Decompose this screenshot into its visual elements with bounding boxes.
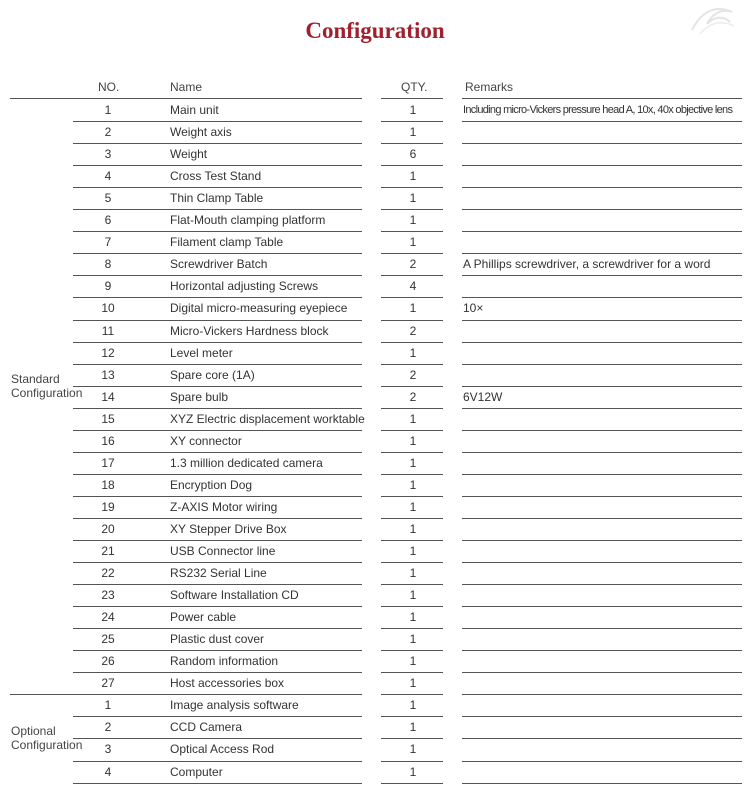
row-name: Micro-Vickers Hardness block — [170, 324, 329, 338]
row-divider — [73, 584, 362, 585]
decorative-swirl-icon — [682, 0, 742, 38]
row-number: 17 — [101, 456, 115, 470]
row-name: Digital micro-measuring eyepiece — [170, 301, 348, 315]
row-divider — [73, 672, 362, 673]
row-name: Level meter — [170, 346, 233, 360]
row-divider — [462, 584, 742, 585]
header-divider — [381, 98, 443, 99]
row-divider — [462, 761, 742, 762]
row-divider — [73, 628, 362, 629]
row-qty: 1 — [409, 654, 417, 668]
row-divider — [462, 320, 742, 321]
row-divider — [73, 474, 362, 475]
row-divider — [73, 386, 362, 387]
row-name: Plastic dust cover — [170, 632, 265, 646]
row-qty: 1 — [409, 434, 417, 448]
row-qty: 1 — [409, 125, 417, 139]
group-divider — [10, 694, 362, 695]
row-number: 20 — [101, 522, 115, 536]
row-divider — [73, 187, 362, 188]
row-name: USB Connector line — [170, 544, 276, 558]
row-divider — [381, 231, 443, 232]
row-divider — [73, 650, 362, 651]
row-number: 19 — [101, 500, 115, 514]
row-divider — [73, 408, 362, 409]
row-divider — [462, 275, 742, 276]
row-number: 3 — [104, 147, 112, 161]
row-divider — [73, 209, 362, 210]
row-divider — [462, 231, 742, 232]
row-qty: 1 — [409, 632, 417, 646]
row-qty: 1 — [409, 720, 417, 734]
row-qty: 1 — [409, 588, 417, 602]
row-qty: 1 — [409, 742, 417, 756]
row-divider — [462, 738, 742, 739]
row-divider — [381, 761, 443, 762]
row-number: 5 — [104, 191, 112, 205]
row-number: 1 — [104, 103, 112, 117]
row-remarks: Including micro-Vickers pressure head A, 10x, 40x objective lens — [463, 104, 733, 116]
row-number: 4 — [104, 169, 112, 183]
row-name: Weight — [170, 147, 208, 161]
row-divider — [462, 209, 742, 210]
row-qty: 4 — [409, 279, 417, 293]
row-name: Filament clamp Table — [170, 235, 284, 249]
row-divider — [381, 518, 443, 519]
row-divider — [381, 121, 443, 122]
row-name: 1.3 million dedicated camera — [170, 456, 323, 470]
row-qty: 1 — [409, 412, 417, 426]
row-name: Thin Clamp Table — [170, 191, 264, 205]
group-optional-label — [11, 724, 82, 752]
row-divider — [73, 342, 362, 343]
row-number: 2 — [104, 125, 112, 139]
row-divider — [73, 231, 362, 232]
row-number: 15 — [101, 412, 115, 426]
row-number: 2 — [104, 720, 112, 734]
row-number: 3 — [104, 742, 112, 756]
row-number: 12 — [101, 346, 115, 360]
row-divider — [73, 320, 362, 321]
page-title: Configuration — [305, 18, 445, 43]
row-divider — [73, 121, 362, 122]
row-qty: 2 — [409, 324, 417, 338]
row-divider — [462, 496, 742, 497]
group-label-line: Configuration — [11, 386, 83, 400]
row-qty: 1 — [409, 103, 417, 117]
row-divider — [381, 275, 443, 276]
row-qty: 2 — [409, 368, 417, 382]
row-qty: 6 — [409, 147, 417, 161]
row-divider — [73, 606, 362, 607]
row-divider — [381, 187, 443, 188]
row-divider — [381, 342, 443, 343]
row-divider — [462, 650, 742, 651]
row-number: 1 — [104, 698, 112, 712]
row-name: Spare core (1A) — [170, 368, 255, 382]
row-divider — [381, 650, 443, 651]
row-divider — [381, 297, 443, 298]
row-number: 24 — [101, 610, 115, 624]
row-divider — [381, 783, 443, 784]
row-remarks: 6V12W — [463, 390, 503, 404]
row-divider — [73, 562, 362, 563]
row-qty: 1 — [409, 456, 417, 470]
row-name: Main unit — [170, 103, 219, 117]
row-divider — [462, 672, 742, 673]
row-divider — [381, 628, 443, 629]
row-number: 8 — [104, 257, 112, 271]
row-qty: 1 — [409, 235, 417, 249]
row-number: 10 — [101, 301, 115, 315]
header-qty: QTY. — [401, 80, 428, 94]
row-name: Weight axis — [170, 125, 232, 139]
row-divider — [73, 430, 362, 431]
row-divider — [73, 518, 362, 519]
row-divider — [462, 342, 742, 343]
row-remarks: 10× — [463, 301, 484, 315]
row-qty: 1 — [409, 191, 417, 205]
row-number: 18 — [101, 478, 115, 492]
row-name: Screwdriver Batch — [170, 257, 268, 271]
row-name: Optical Access Rod — [170, 742, 275, 756]
row-name: XY Stepper Drive Box — [170, 522, 287, 536]
row-divider — [381, 562, 443, 563]
row-name: Random information — [170, 654, 279, 668]
row-divider — [381, 672, 443, 673]
row-divider — [462, 628, 742, 629]
row-qty: 1 — [409, 544, 417, 558]
row-divider — [381, 430, 443, 431]
row-number: 9 — [104, 279, 112, 293]
row-divider — [462, 606, 742, 607]
row-divider — [381, 716, 443, 717]
row-number: 6 — [104, 213, 112, 227]
row-divider — [381, 474, 443, 475]
row-qty: 1 — [409, 676, 417, 690]
row-divider — [73, 143, 362, 144]
row-name: XY connector — [170, 434, 242, 448]
row-divider — [462, 408, 742, 409]
header-remarks: Remarks — [465, 80, 514, 94]
row-number: 14 — [101, 390, 115, 404]
row-number: 22 — [101, 566, 115, 580]
row-divider — [462, 474, 742, 475]
group-label-line: Configuration — [11, 738, 83, 752]
row-qty: 1 — [409, 301, 417, 315]
row-divider — [73, 761, 362, 762]
row-number: 25 — [101, 632, 115, 646]
row-divider — [462, 694, 742, 695]
row-number: 21 — [101, 544, 115, 558]
row-number: 26 — [101, 654, 115, 668]
row-number: 7 — [104, 235, 112, 249]
row-divider — [73, 275, 362, 276]
row-name: CCD Camera — [170, 720, 243, 734]
row-name: Horizontal adjusting Screws — [170, 279, 319, 293]
row-divider — [73, 253, 362, 254]
row-divider — [381, 253, 443, 254]
row-divider — [381, 165, 443, 166]
row-name: Host accessories box — [170, 676, 285, 690]
row-qty: 1 — [409, 346, 417, 360]
row-divider — [462, 121, 742, 122]
row-divider — [381, 496, 443, 497]
row-divider — [73, 452, 362, 453]
row-divider — [462, 716, 742, 717]
header-divider — [462, 98, 742, 99]
row-remarks: A Phillips screwdriver, a screwdriver for a word — [463, 257, 711, 271]
row-qty: 1 — [409, 765, 417, 779]
row-number: 27 — [101, 676, 115, 690]
row-name: XYZ Electric displacement worktable — [170, 412, 365, 426]
row-divider — [381, 738, 443, 739]
row-divider — [381, 320, 443, 321]
row-divider — [462, 364, 742, 365]
row-name: RS232 Serial Line — [170, 566, 267, 580]
row-divider — [462, 165, 742, 166]
row-divider — [381, 584, 443, 585]
row-qty: 1 — [409, 698, 417, 712]
row-name: Flat-Mouth clamping platform — [170, 213, 326, 227]
row-qty: 2 — [409, 390, 417, 404]
row-divider — [462, 562, 742, 563]
group-label-line: Optional — [11, 724, 56, 738]
row-number: 23 — [101, 588, 115, 602]
header-divider — [10, 98, 362, 99]
row-name: Encryption Dog — [170, 478, 253, 492]
row-name: Spare bulb — [170, 390, 229, 404]
row-name: Computer — [170, 765, 223, 779]
row-divider — [73, 716, 362, 717]
row-divider — [381, 408, 443, 409]
row-divider — [381, 606, 443, 607]
row-divider — [381, 540, 443, 541]
row-number: 4 — [104, 765, 112, 779]
row-qty: 1 — [409, 500, 417, 514]
row-number: 13 — [101, 368, 115, 382]
row-divider — [73, 364, 362, 365]
row-divider — [462, 253, 742, 254]
row-name: Power cable — [170, 610, 237, 624]
row-name: Image analysis software — [170, 698, 299, 712]
row-number: 11 — [101, 324, 115, 338]
row-divider — [462, 430, 742, 431]
header-name: Name — [170, 80, 203, 94]
row-divider — [462, 518, 742, 519]
row-divider — [462, 297, 742, 298]
row-divider — [73, 783, 362, 784]
group-label-line: Standard — [11, 372, 60, 386]
row-divider — [381, 209, 443, 210]
row-qty: 1 — [409, 566, 417, 580]
row-divider — [381, 364, 443, 365]
group-standard-label — [11, 372, 82, 400]
row-divider — [73, 496, 362, 497]
row-qty: 2 — [409, 257, 417, 271]
row-name: Cross Test Stand — [170, 169, 262, 183]
row-qty: 1 — [409, 522, 417, 536]
row-divider — [381, 694, 443, 695]
row-divider — [462, 783, 742, 784]
row-divider — [73, 738, 362, 739]
row-divider — [462, 187, 742, 188]
row-divider — [73, 165, 362, 166]
row-number: 16 — [101, 434, 115, 448]
row-qty: 1 — [409, 169, 417, 183]
row-divider — [462, 452, 742, 453]
row-qty: 1 — [409, 478, 417, 492]
row-divider — [381, 386, 443, 387]
row-qty: 1 — [409, 610, 417, 624]
row-divider — [462, 143, 742, 144]
row-divider — [381, 143, 443, 144]
row-qty: 1 — [409, 213, 417, 227]
row-name: Software Installation CD — [170, 588, 299, 602]
header-no: NO. — [98, 80, 120, 94]
row-divider — [73, 540, 362, 541]
row-divider — [462, 540, 742, 541]
row-divider — [73, 297, 362, 298]
row-divider — [381, 452, 443, 453]
row-name: Z-AXIS Motor wiring — [170, 500, 278, 514]
row-divider — [462, 386, 742, 387]
